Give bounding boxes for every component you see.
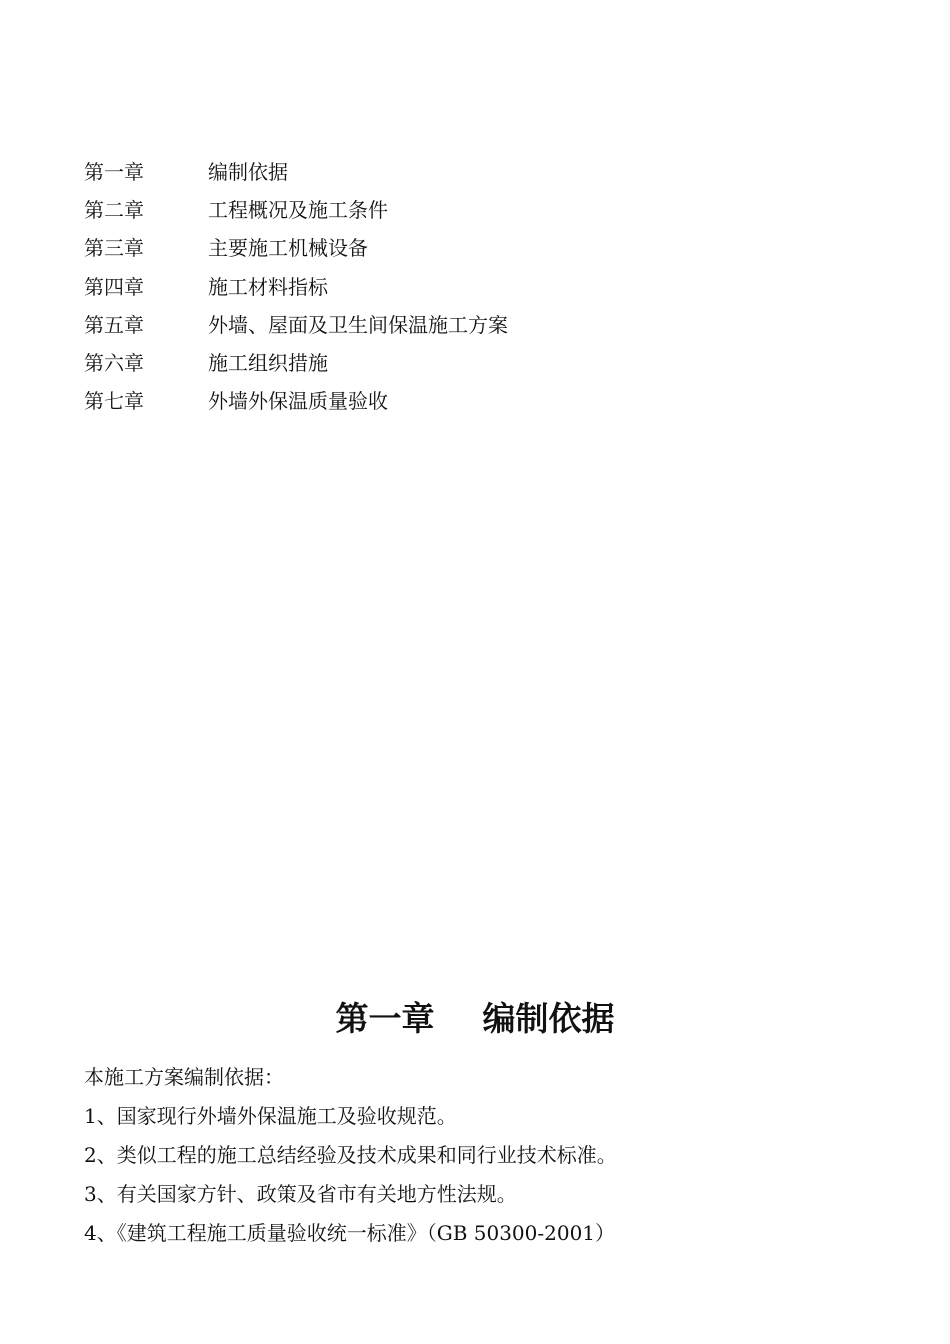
toc-item [84, 191, 844, 229]
toc-chapter-number: 第三章 [84, 236, 144, 261]
toc-chapter-number: 第二章 [84, 198, 144, 223]
toc-item [84, 382, 844, 420]
toc-item [84, 153, 844, 191]
toc-chapter-title: 外墙外保温质量验收 [208, 389, 388, 414]
toc-chapter-number: 第七章 [84, 389, 144, 414]
toc-item [84, 229, 844, 267]
toc-item [84, 268, 844, 306]
toc-chapter-title: 施工组织措施 [208, 351, 328, 376]
toc-chapter-number: 第一章 [84, 160, 144, 185]
toc-chapter-number: 第四章 [84, 274, 144, 299]
chapter-heading-number: 第一章 [335, 999, 435, 1038]
toc-item [84, 306, 844, 344]
toc-chapter-title: 施工材料指标 [208, 274, 328, 299]
paragraph: 1、国家现行外墙外保温施工及验收规范。 [84, 1104, 457, 1129]
toc-chapter-title: 外墙、屋面及卫生间保温施工方案 [208, 312, 508, 337]
toc-item [84, 344, 844, 382]
toc-chapter-number: 第五章 [84, 312, 144, 337]
chapter-heading-title: 编制依据 [482, 999, 615, 1038]
paragraph: 本施工方案编制依据： [84, 1065, 284, 1090]
paragraph: 2、类似工程的施工总结经验及技术成果和同行业技术标准。 [84, 1142, 617, 1167]
toc-chapter-number: 第六章 [84, 351, 144, 376]
paragraph: 4、《建筑工程施工质量验收统一标准》（GB 50300-2001） [84, 1220, 616, 1245]
paragraph: 3、有关国家方针、政策及省市有关地方性法规。 [84, 1181, 517, 1206]
chapter-heading [0, 997, 950, 1041]
toc-chapter-title: 工程概况及施工条件 [208, 198, 388, 223]
table-of-contents [84, 153, 844, 420]
chapter-body [84, 1058, 884, 1252]
toc-chapter-title: 主要施工机械设备 [208, 236, 368, 261]
toc-chapter-title: 编制依据 [208, 160, 288, 185]
